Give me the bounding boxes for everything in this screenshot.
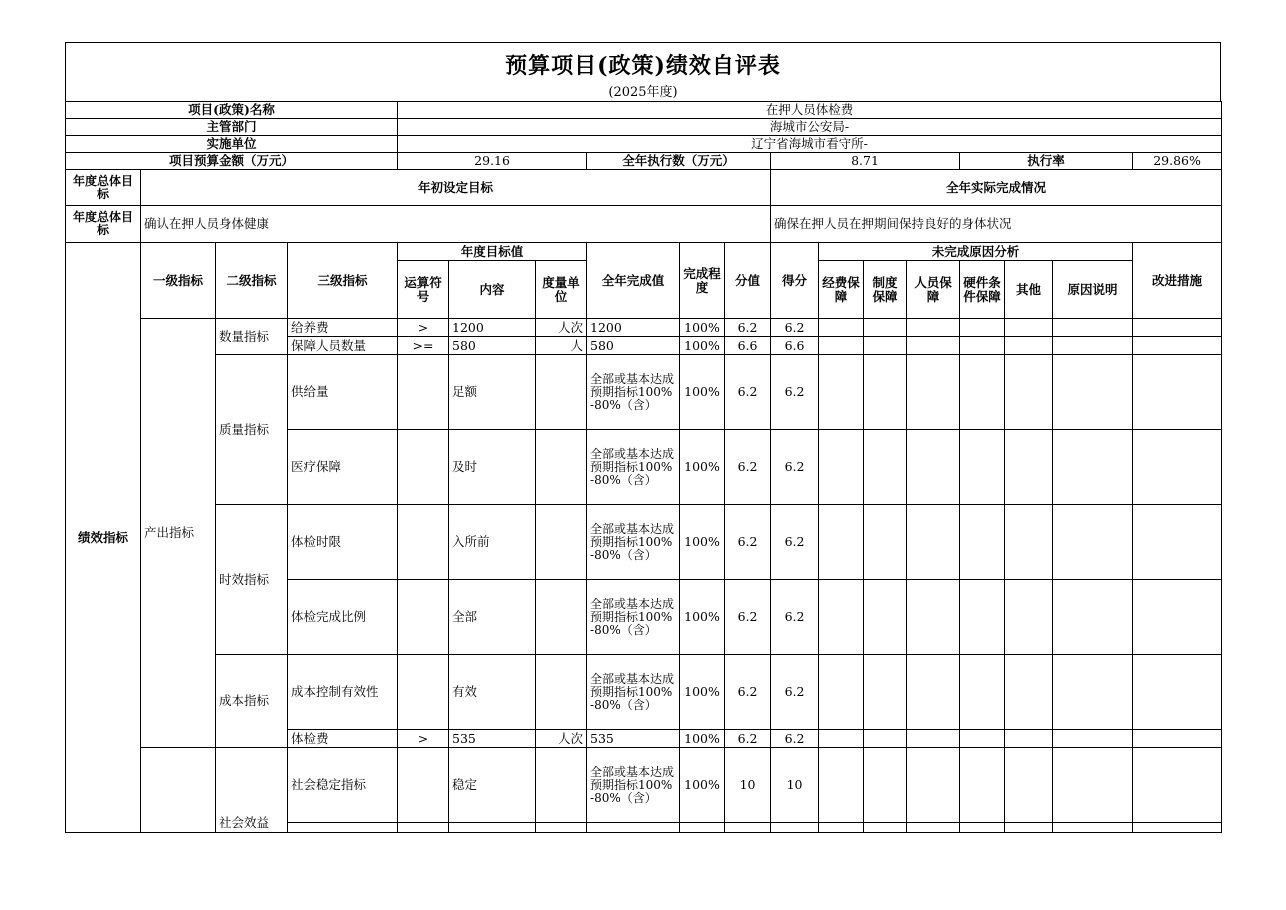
indicator-degree: 100% [680, 430, 725, 505]
evaluation-sheet [65, 42, 1221, 833]
indicator-name: 体检完成比例 [288, 580, 398, 655]
reason-other-header: 其他 [1005, 261, 1053, 319]
indicator-score: 6.2 [771, 730, 819, 748]
indicator-actual: 全部或基本达成预期指标100%-80%（含） [587, 580, 680, 655]
indicator-actual: 全部或基本达成预期指标100%-80%（含） [587, 355, 680, 430]
indicator-degree: 100% [680, 655, 725, 730]
goal-content-row [66, 206, 1222, 243]
indicator-op [398, 430, 449, 505]
table-row [66, 655, 1222, 730]
goal-label: 年度总体目标 [66, 170, 141, 206]
evaluation-table [65, 101, 1222, 833]
level2-quantity: 数量指标 [216, 319, 288, 355]
improve-header: 改进措施 [1133, 243, 1222, 319]
level1-effect [141, 748, 216, 833]
indicator-actual: 全部或基本达成预期指标100%-80%（含） [587, 748, 680, 823]
dept-label: 主管部门 [66, 119, 398, 136]
actual-header: 全年完成值 [587, 243, 680, 319]
indicator-op [398, 355, 449, 430]
indicator-op: >= [398, 337, 449, 355]
header-row-1 [66, 243, 1222, 261]
indicator-score: 6.2 [771, 580, 819, 655]
title-box [65, 42, 1221, 101]
level2-cost: 成本指标 [216, 655, 288, 748]
indicator-degree: 100% [680, 748, 725, 823]
level3-header: 三级指标 [288, 243, 398, 319]
goal-initial-header: 年初设定目标 [141, 170, 771, 206]
indicator-unit [536, 505, 587, 580]
content-header: 内容 [449, 261, 536, 319]
unit-header: 度量单位 [536, 261, 587, 319]
reason-hardware-header: 硬件条件保障 [960, 261, 1005, 319]
level2-header: 二级指标 [216, 243, 288, 319]
reason-explain-header: 原因说明 [1053, 261, 1133, 319]
info-row-budget [66, 153, 1222, 170]
indicator-degree: 100% [680, 355, 725, 430]
indicator-content: 有效 [449, 655, 536, 730]
indicator-value: 6.6 [725, 337, 771, 355]
indicator-value: 6.2 [725, 730, 771, 748]
indicator-degree: 100% [680, 337, 725, 355]
indicator-degree: 100% [680, 319, 725, 337]
indicator-unit [536, 580, 587, 655]
indicator-name: 保障人员数量 [288, 337, 398, 355]
indicator-content: 及时 [449, 430, 536, 505]
indicator-name: 体检费 [288, 730, 398, 748]
indicator-content: 1200 [449, 319, 536, 337]
indicator-degree: 100% [680, 580, 725, 655]
indicator-score: 6.2 [771, 505, 819, 580]
reason-group-header: 未完成原因分析 [819, 243, 1133, 261]
table-row [66, 355, 1222, 430]
executed-value: 8.71 [771, 153, 960, 170]
indicator-content: 580 [449, 337, 536, 355]
indicator-value: 6.2 [725, 655, 771, 730]
reason-funds-header: 经费保障 [819, 261, 864, 319]
table-row [66, 505, 1222, 580]
indicator-actual: 535 [587, 730, 680, 748]
info-row-unit [66, 136, 1222, 153]
goal-actual-text: 确保在押人员在押期间保持良好的身体状况 [771, 206, 1222, 243]
indicator-unit: 人次 [536, 319, 587, 337]
indicator-score: 10 [771, 748, 819, 823]
indicator-unit [536, 655, 587, 730]
indicator-unit [536, 430, 587, 505]
indicator-content: 535 [449, 730, 536, 748]
sheet-title: 预算项目(政策)绩效自评表 [505, 53, 781, 79]
indicator-score: 6.6 [771, 337, 819, 355]
goal-actual-header: 全年实际完成情况 [771, 170, 1222, 206]
budget-label: 项目预算金额（万元） [66, 153, 398, 170]
level2-timeliness: 时效指标 [216, 505, 288, 655]
indicator-score: 6.2 [771, 355, 819, 430]
indicator-value: 6.2 [725, 580, 771, 655]
indicator-actual: 全部或基本达成预期指标100%-80%（含） [587, 505, 680, 580]
goal-header-row [66, 170, 1222, 206]
executed-label: 全年执行数（万元） [587, 153, 771, 170]
indicator-actual: 全部或基本达成预期指标100%-80%（含） [587, 430, 680, 505]
indicator-op [398, 580, 449, 655]
indicator-content: 入所前 [449, 505, 536, 580]
indicator-op: > [398, 319, 449, 337]
indicator-op: > [398, 730, 449, 748]
indicator-name: 给养费 [288, 319, 398, 337]
op-header: 运算符号 [398, 261, 449, 319]
indicator-degree: 100% [680, 505, 725, 580]
level1-header: 一级指标 [141, 243, 216, 319]
rate-label: 执行率 [960, 153, 1133, 170]
indicator-content: 全部 [449, 580, 536, 655]
indicator-unit [536, 748, 587, 823]
indicator-content: 稳定 [449, 748, 536, 823]
indicator-value: 6.2 [725, 430, 771, 505]
degree-header: 完成程度 [680, 243, 725, 319]
indicator-name: 成本控制有效性 [288, 655, 398, 730]
info-row-project [66, 102, 1222, 119]
table-row [66, 319, 1222, 337]
indicator-actual: 580 [587, 337, 680, 355]
indicator-unit [536, 355, 587, 430]
rate-value: 29.86% [1133, 153, 1222, 170]
reason-staff-header: 人员保障 [907, 261, 960, 319]
indicator-content: 足额 [449, 355, 536, 430]
budget-value: 29.16 [398, 153, 587, 170]
goal-initial-text: 确认在押人员身体健康 [141, 206, 771, 243]
indicator-name: 供给量 [288, 355, 398, 430]
indicator-degree: 100% [680, 730, 725, 748]
indicator-actual: 全部或基本达成预期指标100%-80%（含） [587, 655, 680, 730]
score-header: 得分 [771, 243, 819, 319]
level1-output: 产出指标 [141, 319, 216, 748]
score-value-header: 分值 [725, 243, 771, 319]
indicator-unit: 人次 [536, 730, 587, 748]
project-name-value: 在押人员体检费 [398, 102, 1222, 119]
indicator-value: 6.2 [725, 505, 771, 580]
indicator-value: 6.2 [725, 319, 771, 337]
target-group-header: 年度目标值 [398, 243, 587, 261]
indicator-op [398, 655, 449, 730]
indicator-unit: 人 [536, 337, 587, 355]
goal-label: 年度总体目标 [66, 206, 141, 243]
info-row-dept [66, 119, 1222, 136]
indicator-name: 社会稳定指标 [288, 748, 398, 823]
dept-value: 海城市公安局- [398, 119, 1222, 136]
indicator-score: 6.2 [771, 319, 819, 337]
table-row [66, 748, 1222, 823]
indicator-op [398, 505, 449, 580]
indicator-value: 10 [725, 748, 771, 823]
project-name-label: 项目(政策)名称 [66, 102, 398, 119]
indicator-value: 6.2 [725, 355, 771, 430]
indicator-score: 6.2 [771, 655, 819, 730]
indicator-name: 体检时限 [288, 505, 398, 580]
unit-label: 实施单位 [66, 136, 398, 153]
reason-system-header: 制度保障 [864, 261, 907, 319]
level2-quality: 质量指标 [216, 355, 288, 505]
indicator-op [398, 748, 449, 823]
level2-social: 社会效益 [216, 748, 288, 833]
indicator-actual: 1200 [587, 319, 680, 337]
perf-indicator-label: 绩效指标 [66, 243, 141, 833]
sheet-subtitle: (2025年度) [608, 85, 678, 100]
indicator-name: 医疗保障 [288, 430, 398, 505]
unit-value: 辽宁省海城市看守所- [398, 136, 1222, 153]
indicator-score: 6.2 [771, 430, 819, 505]
